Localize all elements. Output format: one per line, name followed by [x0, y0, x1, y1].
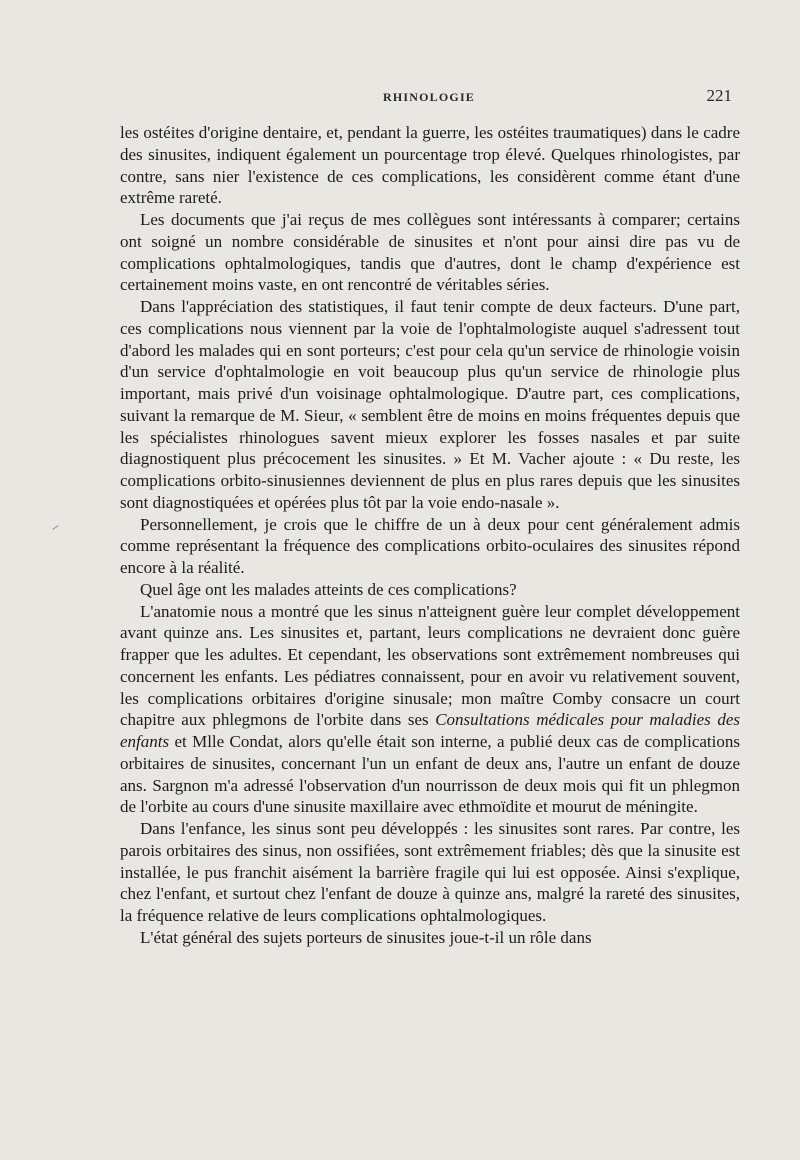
paragraph-6: [120, 601, 740, 819]
paragraph-5: Quel âge ont les malades atteints de ces complications?: [140, 579, 517, 599]
paragraph-3: Dans l'appréciation des statistiques, il faut tenir compte de deux facteurs. D'une part, ces complications nous viennent par la voie de l'ophtalmologiste auquel s'adressent tout d'abord les malades qui en sont porteurs; c'est pour cela qu'un service de rhinologie voisin d'un service d'ophtalmologie en voit beaucoup plus qu'un service de rhinologie plus important, mais privé d'un voisinage ophtalmologique. D'autre part, ces complications, suivant la remarque de M. Sieur, « semblent être de moins en moins fréquentes depuis que les spécialistes rhinologues savent mieux explorer les fosses nasales et par suite diagnostiquent plus précocement les sinusites. » Et M. Vacher ajoute : « Du reste, les complications orbito-sinusiennes deviennent de plus en plus rares depuis que les sinusites sont diagnostiquées et opérées plus tôt par la voie endo-nasale ».: [120, 297, 740, 512]
paragraph-6-text-after: et Mlle Condat, alors qu'elle était son interne, a publié deux cas de complications orbitaires de sinusites, concernant l'un un enfant de deux ans, l'autre un enfant de douze ans. Sargnon m'a adressé l'observation d'un nourrisson de deux mois qui fit un phlegmon de l'orbite au cours d'une sinusite maxillaire avec ethmoïdite et mourut de méningite.: [120, 732, 740, 817]
page-number: 221: [706, 86, 732, 105]
page-header: [120, 88, 740, 112]
running-title: RHINOLOGIE: [383, 90, 476, 104]
margin-speck: [52, 525, 58, 530]
paragraph-1: les ostéites d'origine dentaire, et, pendant la guerre, les ostéites traumatiques) dans le cadre des sinusites, indiquent également un pourcentage trop élevé. Quelques rhinologistes, par contre, sans nier l'existence de ces complications, les considèrent comme étant d'une extrême rareté.: [120, 123, 740, 208]
paragraph-2: Les documents que j'ai reçus de mes collègues sont intéressants à comparer; certains ont soigné un nombre considérable de sinusites et n'ont pour ainsi dire pas vu de complications ophtalmologiques, tandis que d'autres, dont le champ d'expérience est certainement moins vaste, en ont rencontré de véritables séries.: [120, 210, 740, 295]
paragraph-4: Personnellement, je crois que le chiffre de un à deux pour cent généralement admis comme représentant la fréquence des complications orbito-oculaires des sinusites répond encore à la réalité.: [120, 514, 740, 577]
book-title-italic: Consultations médicales pour maladies des enfants: [120, 710, 740, 751]
paragraph-6-text-before: L'anatomie nous a montré que les sinus n'atteignent guère leur complet développement avant quinze ans. Les sinusites et, partant, leurs complications ne devraient donc guère frapper que les adultes. Et cependant, les observations sont extrêmement nombreuses qui concernent les enfants. Les pédiatres connaissent, pour en avoir vu relativement souvent, les complications orbitaires d'origine sinusale; mon maître Comby consacre un court chapitre aux phlegmons de l'orbite dans ses: [120, 601, 740, 730]
body-text: [120, 122, 740, 949]
paragraph-7: Dans l'enfance, les sinus sont peu développés : les sinusites sont rares. Par contre, les parois orbitaires des sinus, non ossifiées, sont extrêmement friables; dès que la sinusite est installée, le pus franchit aisément la barrière fragile qui lui est opposée. Ainsi s'explique, chez l'enfant, et surtout chez l'enfant de douze à quinze ans, malgré la rareté des sinusites, la fréquence relative de leurs complications ophtalmologiques.: [120, 819, 740, 925]
paragraph-8: L'état général des sujets porteurs de sinusites joue-t-il un rôle dans: [140, 927, 592, 947]
